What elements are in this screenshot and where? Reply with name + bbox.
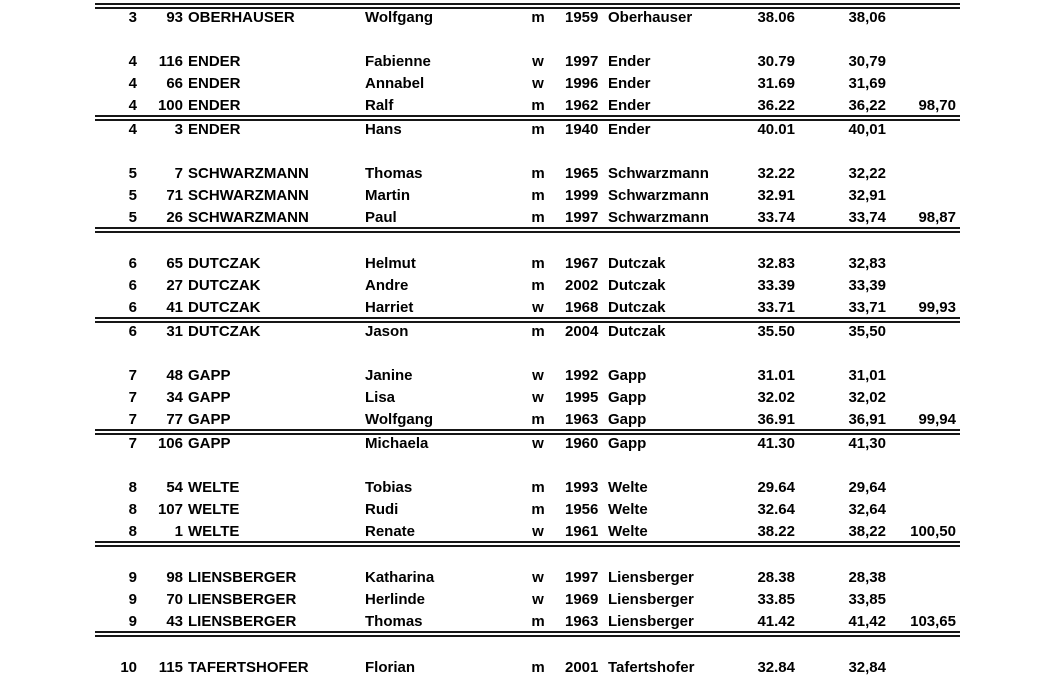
cell-family_name: Liensberger — [608, 591, 694, 608]
cell-total — [886, 387, 956, 409]
cell-rank: 7 — [128, 435, 137, 452]
cell-time_comma: 35,50 — [848, 323, 886, 340]
table-row — [95, 521, 956, 543]
cell-bib: 70 — [166, 591, 183, 608]
table-row — [95, 95, 956, 117]
cell-time: 38.06 — [757, 9, 795, 26]
table-row — [95, 477, 956, 499]
cell-bib: 71 — [166, 187, 183, 204]
cell-first_name: Thomas — [365, 613, 423, 630]
cell-bib: 48 — [166, 367, 183, 384]
table-row — [95, 657, 956, 675]
cell-year: 1969 — [565, 591, 599, 608]
cell-time: 33.85 — [757, 591, 795, 608]
cell-rank: 6 — [128, 255, 137, 272]
cell-last_name: LIENSBERGER — [188, 613, 297, 630]
cell-gender: m — [531, 411, 545, 428]
cell-total — [886, 253, 956, 275]
cell-family_name: Schwarzmann — [608, 187, 709, 204]
cell-first_name: Lisa — [365, 389, 396, 406]
cell-bib: 27 — [166, 277, 183, 294]
cell-total — [886, 7, 956, 29]
table-row — [95, 387, 956, 409]
cell-family_name: Tafertshofer — [608, 659, 695, 675]
cell-family_name: Welte — [608, 501, 648, 518]
cell-rank: 9 — [128, 591, 137, 608]
cell-time_comma: 36,91 — [848, 411, 886, 428]
cell-first_name: Harriet — [365, 299, 414, 316]
cell-bib: 26 — [166, 209, 183, 226]
cell-time: 32.83 — [757, 255, 795, 272]
cell-gender: w — [532, 591, 544, 608]
cell-first_name: Renate — [365, 523, 416, 540]
cell-time_comma: 32,83 — [848, 255, 886, 272]
cell-last_name: DUTCZAK — [188, 299, 261, 316]
cell-gender: m — [531, 613, 545, 630]
cell-time: 29.64 — [757, 479, 795, 496]
cell-time_comma: 30,79 — [848, 53, 886, 70]
cell-total — [886, 657, 956, 675]
cell-gender: m — [531, 255, 545, 272]
cell-bib: 41 — [166, 299, 183, 316]
cell-last_name: ENDER — [188, 121, 241, 138]
cell-first_name: Fabienne — [365, 53, 431, 70]
cell-time: 32.64 — [757, 501, 795, 518]
cell-first_name: Florian — [365, 659, 416, 675]
cell-bib: 100 — [157, 97, 183, 114]
cell-time: 38.22 — [757, 523, 795, 540]
cell-last_name: LIENSBERGER — [188, 591, 297, 608]
table-row — [95, 51, 956, 73]
cell-first_name: Tobias — [365, 479, 413, 496]
cell-time_comma: 32,64 — [848, 501, 886, 518]
cell-last_name: GAPP — [188, 367, 231, 384]
cell-first_name: Wolfgang — [365, 9, 434, 26]
cell-first_name: Wolfgang — [365, 411, 434, 428]
cell-rank: 4 — [128, 53, 137, 70]
cell-last_name: GAPP — [188, 435, 231, 452]
cell-time_comma: 32,84 — [848, 659, 886, 675]
cell-last_name: ENDER — [188, 53, 241, 70]
cell-year: 1996 — [565, 75, 599, 92]
cell-rank: 7 — [128, 411, 137, 428]
cell-year: 1959 — [565, 9, 599, 26]
cell-family_name: Ender — [608, 121, 651, 138]
cell-total — [886, 275, 956, 297]
cell-total: 103,65 — [910, 613, 956, 630]
cell-first_name: Paul — [365, 209, 397, 226]
cell-rank: 5 — [128, 187, 137, 204]
cell-total: 99,94 — [918, 411, 956, 428]
cell-time: 40.01 — [757, 121, 795, 138]
group-spacer — [95, 231, 960, 253]
cell-bib: 98 — [166, 569, 183, 586]
cell-last_name: WELTE — [188, 479, 240, 496]
cell-rank: 8 — [128, 501, 137, 518]
cell-family_name: Welte — [608, 523, 648, 540]
cell-time_comma: 32,91 — [848, 187, 886, 204]
cell-total — [886, 433, 956, 455]
cell-family_name: Gapp — [608, 389, 647, 406]
cell-last_name: OBERHAUSER — [188, 9, 295, 26]
cell-year: 1997 — [565, 569, 599, 586]
cell-rank: 5 — [128, 165, 137, 182]
cell-last_name: DUTCZAK — [188, 277, 261, 294]
cell-bib: 93 — [166, 9, 183, 26]
cell-total: 98,70 — [918, 97, 956, 114]
table-row — [95, 185, 956, 207]
cell-time_comma: 29,64 — [848, 479, 886, 496]
cell-first_name: Martin — [365, 187, 410, 204]
cell-first_name: Rudi — [365, 501, 399, 518]
group-spacer — [95, 343, 960, 365]
table-row — [95, 611, 956, 633]
cell-time: 31.01 — [757, 367, 795, 384]
cell-rank: 4 — [128, 75, 137, 92]
cell-time: 32.22 — [757, 165, 795, 182]
cell-year: 1960 — [565, 435, 599, 452]
cell-total — [886, 589, 956, 611]
cell-last_name: GAPP — [188, 411, 231, 428]
cell-total — [886, 163, 956, 185]
cell-year: 1962 — [565, 97, 599, 114]
table-row — [95, 163, 956, 185]
cell-total — [886, 499, 956, 521]
cell-time_comma: 36,22 — [848, 97, 886, 114]
cell-time: 41.42 — [757, 613, 795, 630]
cell-family_name: Ender — [608, 75, 651, 92]
cell-time_comma: 33,39 — [848, 277, 886, 294]
cell-year: 1999 — [565, 187, 599, 204]
cell-time: 41.30 — [757, 435, 795, 452]
table-row — [95, 207, 956, 229]
cell-gender: m — [531, 323, 545, 340]
cell-gender: m — [531, 97, 545, 114]
cell-rank: 9 — [128, 613, 137, 630]
cell-family_name: Gapp — [608, 367, 647, 384]
cell-time: 33.74 — [757, 209, 795, 226]
cell-family_name: Liensberger — [608, 613, 694, 630]
cell-time: 33.71 — [757, 299, 795, 316]
cell-time_comma: 32,02 — [848, 389, 886, 406]
cell-bib: 66 — [166, 75, 183, 92]
table-row — [95, 297, 956, 319]
cell-rank: 8 — [128, 523, 137, 540]
cell-total — [886, 119, 956, 141]
cell-rank: 7 — [128, 367, 137, 384]
cell-first_name: Michaela — [365, 435, 429, 452]
cell-year: 2001 — [565, 659, 599, 675]
table-row — [95, 253, 956, 275]
cell-total: 100,50 — [910, 523, 956, 540]
group-spacer — [95, 29, 960, 51]
table-row — [95, 275, 956, 297]
cell-gender: w — [532, 367, 544, 384]
cell-time: 32.91 — [757, 187, 795, 204]
cell-first_name: Annabel — [365, 75, 425, 92]
cell-time_comma: 41,30 — [848, 435, 886, 452]
cell-bib: 54 — [166, 479, 183, 496]
cell-rank: 8 — [128, 479, 137, 496]
cell-year: 2004 — [565, 323, 599, 340]
cell-total: 99,93 — [918, 299, 956, 316]
cell-bib: 65 — [166, 255, 183, 272]
cell-gender: m — [531, 165, 545, 182]
cell-family_name: Dutczak — [608, 299, 666, 316]
cell-rank: 4 — [128, 121, 137, 138]
cell-year: 1995 — [565, 389, 599, 406]
cell-first_name: Katharina — [365, 569, 435, 586]
cell-first_name: Herlinde — [365, 591, 426, 608]
cell-rank: 5 — [128, 209, 137, 226]
cell-bib: 43 — [166, 613, 183, 630]
cell-bib: 107 — [157, 501, 183, 518]
table-row — [95, 499, 956, 521]
cell-time_comma: 31,01 — [848, 367, 886, 384]
cell-rank: 4 — [128, 97, 137, 114]
cell-last_name: GAPP — [188, 389, 231, 406]
cell-rank: 6 — [128, 299, 137, 316]
cell-time: 33.39 — [757, 277, 795, 294]
group-spacer — [95, 141, 960, 163]
cell-gender: m — [531, 209, 545, 226]
cell-rank: 10 — [120, 659, 137, 675]
cell-gender: w — [532, 75, 544, 92]
cell-total — [886, 185, 956, 207]
cell-time_comma: 31,69 — [848, 75, 886, 92]
cell-first_name: Ralf — [365, 97, 394, 114]
cell-family_name: Dutczak — [608, 277, 666, 294]
cell-gender: m — [531, 659, 545, 675]
cell-family_name: Ender — [608, 53, 651, 70]
cell-gender: w — [532, 523, 544, 540]
cell-year: 1992 — [565, 367, 599, 384]
cell-year: 1965 — [565, 165, 599, 182]
cell-family_name: Ender — [608, 97, 651, 114]
cell-time: 36.91 — [757, 411, 795, 428]
cell-family_name: Welte — [608, 479, 648, 496]
table-row — [95, 567, 956, 589]
cell-bib: 1 — [174, 523, 183, 540]
cell-time_comma: 40,01 — [848, 121, 886, 138]
cell-gender: m — [531, 501, 545, 518]
cell-last_name: DUTCZAK — [188, 255, 261, 272]
cell-time_comma: 38,22 — [848, 523, 886, 540]
table-row — [95, 73, 956, 95]
cell-total: 98,87 — [918, 209, 956, 226]
cell-bib: 116 — [158, 53, 183, 70]
cell-last_name: WELTE — [188, 523, 240, 540]
cell-rank: 6 — [128, 277, 137, 294]
cell-gender: w — [532, 299, 544, 316]
cell-gender: m — [531, 187, 545, 204]
cell-last_name: DUTCZAK — [188, 323, 261, 340]
group-spacer — [95, 455, 960, 477]
cell-first_name: Helmut — [365, 255, 416, 272]
table-row — [95, 119, 956, 141]
cell-total — [886, 365, 956, 387]
cell-total — [886, 567, 956, 589]
cell-rank: 3 — [128, 9, 137, 26]
cell-family_name: Oberhauser — [608, 9, 693, 26]
cell-year: 1968 — [565, 299, 599, 316]
cell-last_name: LIENSBERGER — [188, 569, 297, 586]
cell-bib: 3 — [174, 121, 183, 138]
cell-family_name: Schwarzmann — [608, 165, 709, 182]
cell-gender: m — [531, 277, 545, 294]
cell-total — [886, 51, 956, 73]
cell-year: 1997 — [565, 209, 599, 226]
cell-time_comma: 41,42 — [848, 613, 886, 630]
cell-year: 1956 — [565, 501, 599, 518]
cell-bib: 31 — [166, 323, 183, 340]
cell-family_name: Liensberger — [608, 569, 694, 586]
cell-family_name: Dutczak — [608, 323, 666, 340]
cell-year: 2002 — [565, 277, 599, 294]
cell-time: 32.84 — [757, 659, 795, 675]
cell-year: 1963 — [565, 613, 599, 630]
cell-last_name: TAFERTSHOFER — [188, 659, 309, 675]
cell-time: 35.50 — [757, 323, 795, 340]
table-row — [95, 7, 956, 29]
cell-family_name: Gapp — [608, 435, 647, 452]
cell-gender: m — [531, 121, 545, 138]
cell-first_name: Janine — [365, 367, 413, 384]
cell-family_name: Schwarzmann — [608, 209, 709, 226]
cell-time_comma: 33,74 — [848, 209, 886, 226]
group-spacer — [95, 545, 960, 567]
cell-time: 30.79 — [757, 53, 795, 70]
cell-last_name: ENDER — [188, 75, 241, 92]
cell-time: 31.69 — [757, 75, 795, 92]
cell-family_name: Gapp — [608, 411, 647, 428]
cell-total — [886, 321, 956, 343]
table-row — [95, 433, 956, 455]
cell-time_comma: 38,06 — [848, 9, 886, 26]
cell-year: 1940 — [565, 121, 599, 138]
cell-time_comma: 33,71 — [848, 299, 886, 316]
cell-total — [886, 477, 956, 499]
cell-rank: 6 — [128, 323, 137, 340]
cell-year: 1997 — [565, 53, 599, 70]
cell-total — [886, 73, 956, 95]
group-spacer — [95, 635, 960, 657]
table-row — [95, 321, 956, 343]
cell-year: 1963 — [565, 411, 599, 428]
cell-rank: 9 — [128, 569, 137, 586]
table-row — [95, 365, 956, 387]
cell-last_name: SCHWARZMANN — [188, 165, 309, 182]
cell-rank: 7 — [128, 389, 137, 406]
cell-last_name: SCHWARZMANN — [188, 187, 309, 204]
table-row — [95, 409, 956, 431]
cell-year: 1993 — [565, 479, 599, 496]
cell-time: 32.02 — [757, 389, 795, 406]
cell-time_comma: 28,38 — [848, 569, 886, 586]
cell-gender: m — [531, 479, 545, 496]
cell-bib: 115 — [158, 659, 183, 675]
cell-time: 36.22 — [757, 97, 795, 114]
cell-gender: m — [531, 9, 545, 26]
cell-bib: 106 — [157, 435, 183, 452]
cell-time_comma: 33,85 — [848, 591, 886, 608]
cell-last_name: ENDER — [188, 97, 241, 114]
cell-last_name: WELTE — [188, 501, 240, 518]
cell-gender: w — [532, 53, 544, 70]
results-sheet — [95, 0, 960, 675]
cell-bib: 34 — [166, 389, 183, 406]
cell-time: 28.38 — [757, 569, 795, 586]
cell-first_name: Hans — [365, 121, 402, 138]
cell-gender: w — [532, 389, 544, 406]
cell-time_comma: 32,22 — [848, 165, 886, 182]
cell-first_name: Jason — [365, 323, 409, 340]
cell-first_name: Andre — [365, 277, 409, 294]
cell-bib: 77 — [166, 411, 183, 428]
table-row — [95, 589, 956, 611]
cell-year: 1961 — [565, 523, 599, 540]
cell-family_name: Dutczak — [608, 255, 666, 272]
cell-first_name: Thomas — [365, 165, 423, 182]
cell-bib: 7 — [174, 165, 183, 182]
cell-last_name: SCHWARZMANN — [188, 209, 309, 226]
cell-year: 1967 — [565, 255, 599, 272]
cell-gender: w — [532, 435, 544, 452]
cell-gender: w — [532, 569, 544, 586]
